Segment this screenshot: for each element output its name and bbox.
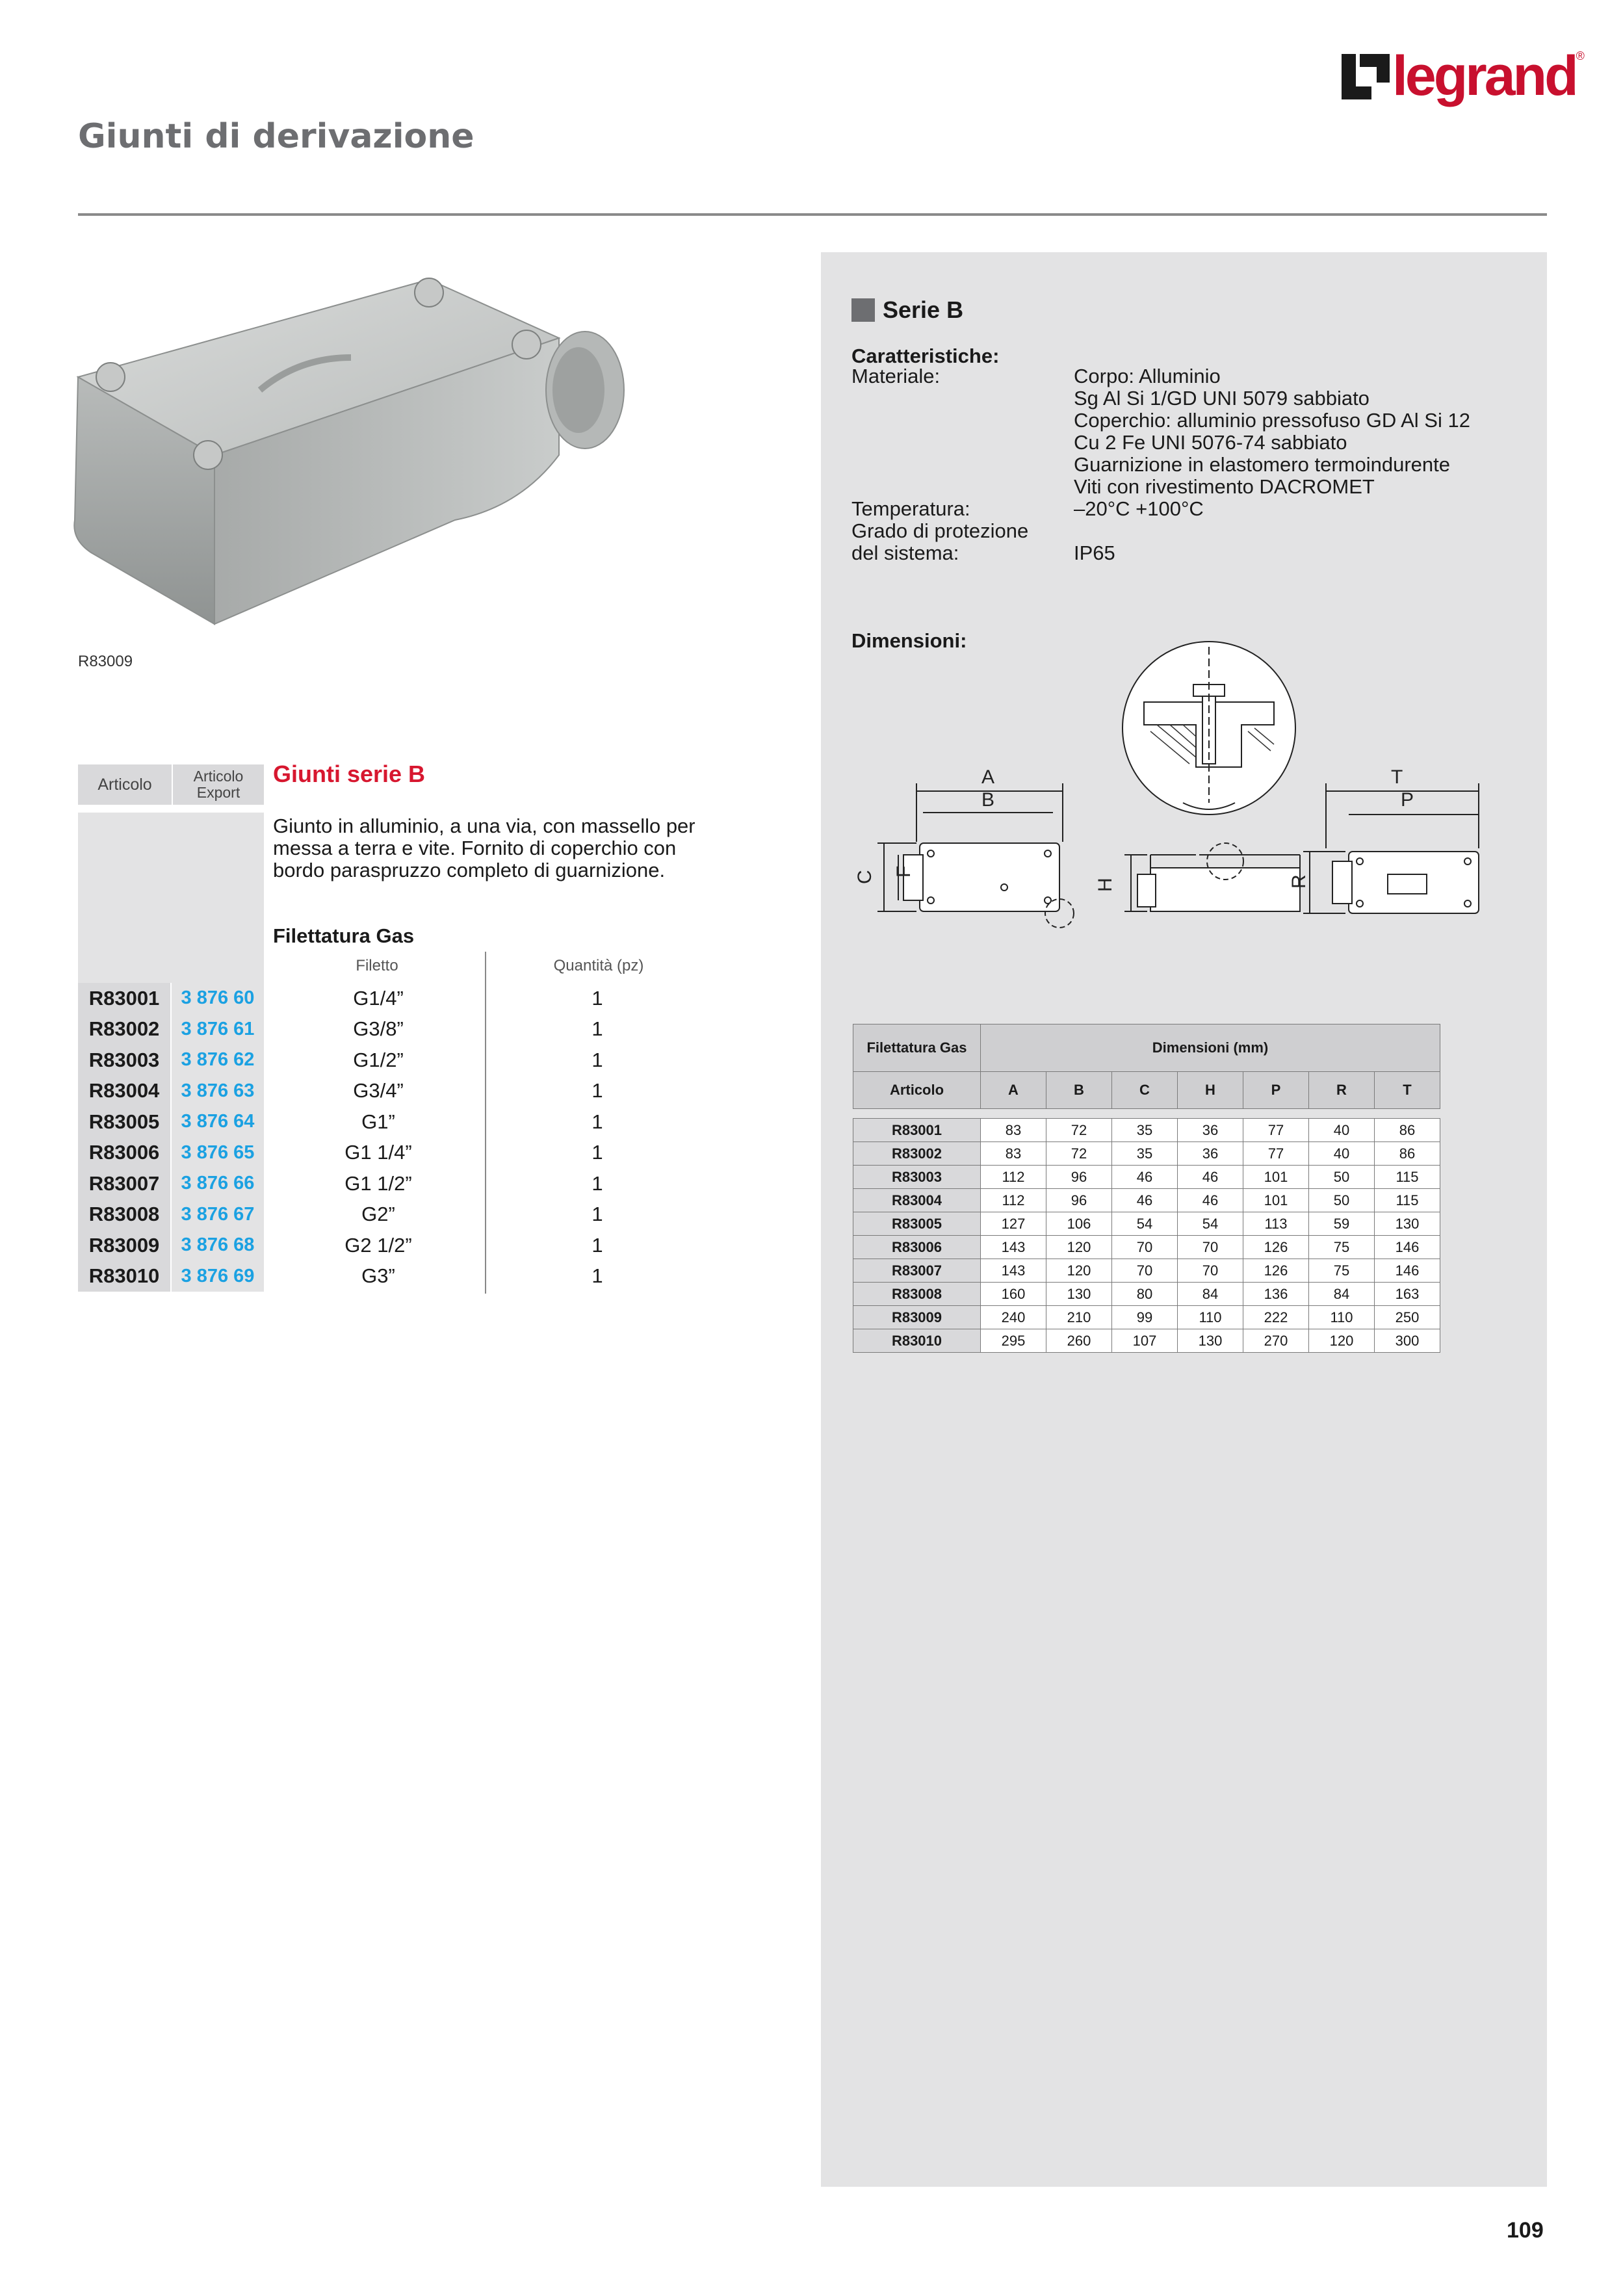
thread-size: G1/4”: [353, 986, 404, 1010]
dim-article-cell: R83005: [853, 1212, 981, 1236]
spec-value: –20°C +100°C: [1074, 497, 1204, 520]
dim-col-header: C: [1112, 1072, 1178, 1109]
series-heading: [851, 296, 963, 324]
spec-row: [851, 432, 1470, 454]
spec-value: Viti con rivestimento DACROMET: [1074, 475, 1375, 498]
list-item: [78, 1138, 710, 1169]
dim-value-cell: 101: [1243, 1166, 1309, 1189]
dim-value-cell: 70: [1112, 1259, 1178, 1283]
quantity: 1: [591, 986, 603, 1010]
legrand-mark-icon: [1340, 50, 1392, 102]
dim-col-header: A: [981, 1072, 1046, 1109]
dim-value-cell: 46: [1178, 1189, 1243, 1212]
square-bullet-icon: [851, 298, 875, 322]
dim-article-cell: R83004: [853, 1189, 981, 1212]
spec-label: [851, 432, 1074, 454]
list-item: [78, 1261, 710, 1292]
dim-value-cell: 46: [1112, 1166, 1178, 1189]
dim-value-cell: 112: [981, 1189, 1046, 1212]
list-item: [78, 1168, 710, 1199]
dim-value-cell: 84: [1178, 1283, 1243, 1306]
quantity: 1: [591, 1171, 603, 1195]
col-filetto: Filetto: [356, 957, 398, 974]
dim-article-cell: R83006: [853, 1236, 981, 1259]
dim-value-cell: 115: [1375, 1189, 1440, 1212]
spec-label: [851, 476, 1074, 498]
spec-row: [851, 498, 1470, 520]
dim-col-header: R: [1309, 1072, 1375, 1109]
label-C: C: [854, 870, 876, 884]
dim-article-cell: R83001: [853, 1119, 981, 1142]
dim-value-cell: 113: [1243, 1212, 1309, 1236]
spec-row: [851, 387, 1470, 410]
col-quantita: Quantità (pz): [553, 957, 644, 974]
dim-value-cell: 83: [981, 1119, 1046, 1142]
quantity: 1: [591, 1233, 603, 1257]
list-item: [78, 1106, 710, 1138]
list-item: [78, 1014, 710, 1045]
dim-col-header: P: [1243, 1072, 1309, 1109]
dimensions-table: [853, 1024, 1440, 1353]
spec-row: [851, 454, 1470, 476]
table-row: [853, 1259, 1440, 1283]
label-F: F: [893, 865, 915, 878]
export-code: 3 876 60: [172, 983, 264, 1014]
spec-value: Corpo: Alluminio: [1074, 365, 1221, 387]
export-code: 3 876 61: [172, 1014, 264, 1045]
product-title: Giunti serie B: [273, 761, 426, 787]
page-title: Giunti di derivazione: [78, 117, 474, 156]
label-T: T: [1391, 766, 1403, 788]
thread-size: G2 1/2”: [344, 1233, 412, 1257]
dim-value-cell: 77: [1243, 1142, 1309, 1166]
dim-article-cell: R83007: [853, 1259, 981, 1283]
dim-value-cell: 35: [1112, 1142, 1178, 1166]
dim-article-cell: R83002: [853, 1142, 981, 1166]
dim-article-cell: R83003: [853, 1166, 981, 1189]
dim-value-cell: 146: [1375, 1236, 1440, 1259]
dim-value-cell: 130: [1178, 1329, 1243, 1353]
thread-size: G3/4”: [353, 1079, 404, 1102]
spec-label: Grado di protezione: [851, 519, 1029, 542]
dim-value-cell: 120: [1046, 1259, 1112, 1283]
dim-col-header: B: [1046, 1072, 1112, 1109]
dim-value-cell: 130: [1375, 1212, 1440, 1236]
thread-subtitle: Filettatura Gas: [273, 924, 415, 947]
article-code: R83007: [78, 1168, 172, 1199]
dim-value-cell: 240: [981, 1306, 1046, 1329]
spec-value: Guarnizione in elastomero termoindurente: [1074, 453, 1450, 476]
list-item: [78, 983, 710, 1014]
dim-value-cell: 222: [1243, 1306, 1309, 1329]
dim-value-cell: 160: [981, 1283, 1046, 1306]
quantity: 1: [591, 1079, 603, 1102]
article-code: R83005: [78, 1106, 172, 1138]
dim-value-cell: 83: [981, 1142, 1046, 1166]
dim-value-cell: 120: [1309, 1329, 1375, 1353]
dim-col-header: Articolo: [853, 1072, 981, 1109]
col-articolo: Articolo: [78, 764, 173, 805]
article-side-block: [78, 813, 264, 988]
spec-label: Temperatura:: [851, 497, 970, 520]
dim-value-cell: 110: [1309, 1306, 1375, 1329]
dim-value-cell: 101: [1243, 1189, 1309, 1212]
spec-row: [851, 410, 1470, 432]
dim-value-cell: 115: [1375, 1166, 1440, 1189]
dim-value-cell: 84: [1309, 1283, 1375, 1306]
quantity: 1: [591, 1264, 603, 1288]
dim-value-cell: 143: [981, 1259, 1046, 1283]
title-divider: [78, 213, 1547, 216]
dim-value-cell: 35: [1112, 1119, 1178, 1142]
table-row: [853, 1236, 1440, 1259]
export-code: 3 876 62: [172, 1045, 264, 1076]
spec-label: del sistema:: [851, 541, 959, 564]
spec-value: IP65: [1074, 541, 1115, 564]
thread-size: G1 1/4”: [344, 1141, 412, 1164]
col-articolo-export: Articolo Export: [193, 768, 244, 801]
dim-value-cell: 86: [1375, 1119, 1440, 1142]
export-code: 3 876 64: [172, 1106, 264, 1138]
export-code: 3 876 67: [172, 1199, 264, 1231]
dim-col-header: T: [1375, 1072, 1440, 1109]
quantity: 1: [591, 1203, 603, 1226]
list-item: [78, 1045, 710, 1076]
export-code: 3 876 65: [172, 1138, 264, 1169]
dim-value-cell: 270: [1243, 1329, 1309, 1353]
dim-col-header: H: [1178, 1072, 1243, 1109]
spec-value: Sg Al Si 1/GD UNI 5079 sabbiato: [1074, 387, 1370, 410]
dim-value-cell: 46: [1112, 1189, 1178, 1212]
dim-article-cell: R83010: [853, 1329, 981, 1353]
dim-value-cell: 72: [1046, 1142, 1112, 1166]
export-code: 3 876 69: [172, 1261, 264, 1292]
dim-value-cell: 260: [1046, 1329, 1112, 1353]
article-code: R83003: [78, 1045, 172, 1076]
dim-value-cell: 210: [1046, 1306, 1112, 1329]
table-row: [853, 1119, 1440, 1142]
image-caption: R83009: [78, 653, 133, 670]
dim-value-cell: 96: [1046, 1166, 1112, 1189]
dim-header-dimensions: Dimensioni (mm): [981, 1024, 1440, 1072]
spec-row: [851, 542, 1470, 564]
dim-value-cell: 295: [981, 1329, 1046, 1353]
table-row: [853, 1306, 1440, 1329]
dim-value-cell: 120: [1046, 1236, 1112, 1259]
series-title: Serie B: [883, 296, 964, 323]
dim-value-cell: 77: [1243, 1119, 1309, 1142]
spec-row: [851, 520, 1470, 542]
dim-value-cell: 75: [1309, 1236, 1375, 1259]
dim-value-cell: 80: [1112, 1283, 1178, 1306]
article-rows: [78, 983, 710, 1292]
dim-article-cell: R83009: [853, 1306, 981, 1329]
dimensions-title: Dimensioni:: [851, 629, 967, 652]
export-code: 3 876 63: [172, 1076, 264, 1107]
dim-value-cell: 54: [1178, 1212, 1243, 1236]
dim-value-cell: 70: [1178, 1236, 1243, 1259]
dim-value-cell: 40: [1309, 1142, 1375, 1166]
spec-value: Coperchio: alluminio pressofuso GD Al Si 12: [1074, 409, 1470, 432]
article-code: R83002: [78, 1014, 172, 1045]
dim-value-cell: 54: [1112, 1212, 1178, 1236]
thread-size: G1”: [361, 1110, 395, 1133]
thread-size: G3/8”: [353, 1017, 404, 1041]
dim-header-thread: Filettatura Gas: [853, 1024, 981, 1072]
thread-size: G2”: [361, 1203, 395, 1226]
dim-value-cell: 126: [1243, 1259, 1309, 1283]
label-R: R: [1288, 874, 1310, 889]
export-code: 3 876 66: [172, 1168, 264, 1199]
quantity: 1: [591, 1048, 603, 1071]
article-code: R83010: [78, 1261, 172, 1292]
dim-value-cell: 75: [1309, 1259, 1375, 1283]
quantity: 1: [591, 1017, 603, 1041]
label-P: P: [1401, 789, 1414, 811]
article-code: R83008: [78, 1199, 172, 1231]
article-code: R83006: [78, 1138, 172, 1169]
dim-value-cell: 72: [1046, 1119, 1112, 1142]
dim-value-cell: 36: [1178, 1119, 1243, 1142]
dim-value-cell: 70: [1112, 1236, 1178, 1259]
spec-label: [851, 454, 1074, 476]
brand-name: legrand: [1392, 44, 1576, 107]
export-code: 3 876 68: [172, 1230, 264, 1261]
label-A: A: [981, 766, 995, 788]
dim-value-cell: 106: [1046, 1212, 1112, 1236]
legrand-logo: [1340, 44, 1585, 107]
product-description: Giunto in alluminio, a una via, con massello per messa a terra e vite. Fornito di coperchio con bordo paraspruzzo completo di guarnizione.: [273, 815, 695, 881]
article-code: R83009: [78, 1230, 172, 1261]
dimensions-drawing: [845, 640, 1547, 978]
table-row: [853, 1329, 1440, 1353]
specs-list: [851, 365, 1470, 564]
dim-value-cell: 146: [1375, 1259, 1440, 1283]
list-item: [78, 1199, 710, 1231]
dim-value-cell: 50: [1309, 1166, 1375, 1189]
spec-label: [851, 387, 1074, 410]
thread-size: G1 1/2”: [344, 1171, 412, 1195]
dim-value-cell: 50: [1309, 1189, 1375, 1212]
dim-value-cell: 112: [981, 1166, 1046, 1189]
dim-value-cell: 300: [1375, 1329, 1440, 1353]
label-H: H: [1095, 878, 1116, 892]
dim-value-cell: 136: [1243, 1283, 1309, 1306]
quantity: 1: [591, 1110, 603, 1133]
table-row: [853, 1142, 1440, 1166]
article-code: R83001: [78, 983, 172, 1014]
page-number: 109: [1507, 2218, 1544, 2243]
dim-article-cell: R83008: [853, 1283, 981, 1306]
characteristics-title: Caratteristiche:: [851, 345, 1000, 367]
spec-label: Materiale:: [851, 365, 941, 387]
spec-row: [851, 476, 1470, 498]
dim-value-cell: 99: [1112, 1306, 1178, 1329]
dim-value-cell: 143: [981, 1236, 1046, 1259]
article-code: R83004: [78, 1076, 172, 1107]
dim-value-cell: 163: [1375, 1283, 1440, 1306]
registered-mark: ®: [1576, 49, 1585, 62]
table-row: [853, 1212, 1440, 1236]
dim-value-cell: 130: [1046, 1283, 1112, 1306]
table-row: [853, 1189, 1440, 1212]
label-B: B: [981, 789, 995, 811]
article-table-header: [78, 764, 264, 805]
dim-value-cell: 127: [981, 1212, 1046, 1236]
list-item: [78, 1076, 710, 1107]
dim-value-cell: 96: [1046, 1189, 1112, 1212]
spec-value: Cu 2 Fe UNI 5076-74 sabbiato: [1074, 431, 1347, 454]
dim-value-cell: 46: [1178, 1166, 1243, 1189]
spec-row: [851, 365, 1470, 387]
dim-value-cell: 59: [1309, 1212, 1375, 1236]
dim-value-cell: 86: [1375, 1142, 1440, 1166]
table-row: [853, 1283, 1440, 1306]
quantity: 1: [591, 1141, 603, 1164]
spec-label: [851, 410, 1074, 432]
table-row: [853, 1166, 1440, 1189]
dim-value-cell: 250: [1375, 1306, 1440, 1329]
dim-value-cell: 36: [1178, 1142, 1243, 1166]
dim-value-cell: 40: [1309, 1119, 1375, 1142]
dim-value-cell: 126: [1243, 1236, 1309, 1259]
product-image: [65, 260, 637, 663]
dim-value-cell: 70: [1178, 1259, 1243, 1283]
thread-size: G3”: [361, 1264, 395, 1288]
dim-value-cell: 107: [1112, 1329, 1178, 1353]
list-item: [78, 1230, 710, 1261]
dim-value-cell: 110: [1178, 1306, 1243, 1329]
thread-size: G1/2”: [353, 1048, 404, 1071]
